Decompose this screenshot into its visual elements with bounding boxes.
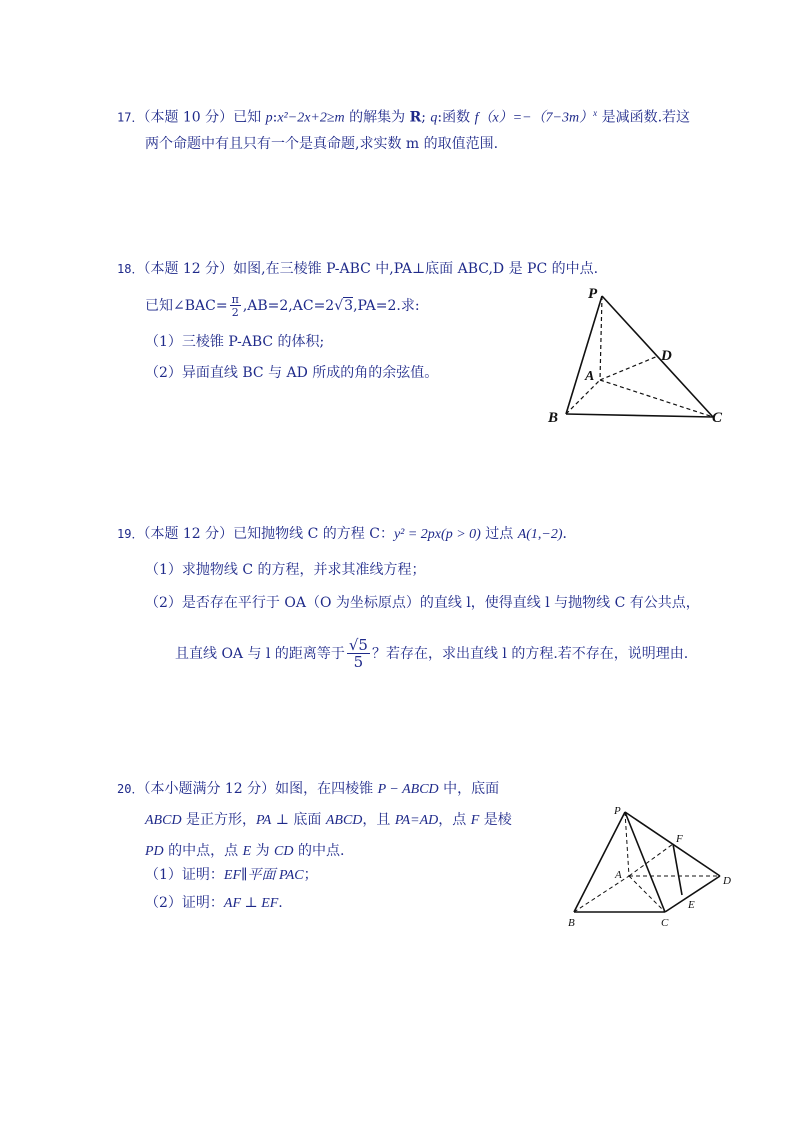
label-a: A (615, 869, 622, 881)
q18-number: 18． (117, 262, 144, 276)
label-c: C (661, 917, 669, 929)
label-e: E (688, 899, 695, 911)
q19-line1: 19．（本题 12 分）已知抛物线 C 的方程 C：y² = 2px(p > 0) 过点 A(1,−2)． (117, 526, 577, 542)
label-a: A (585, 369, 595, 384)
q20-line1: 20．（本小题满分 12 分）如图，在四棱锥 P − ABCD 中，底面 (117, 781, 500, 797)
sqrt-3: 3 (344, 298, 354, 314)
label-b: B (548, 410, 559, 426)
q20-line3: PD 的中点，点 E 为 CD 的中点. (145, 843, 345, 859)
q20-score: （本小题满分 12 分） (143, 781, 276, 797)
q18-score: （本题 12 分） (143, 261, 234, 277)
pi-over-2-fraction: $\frac{\pi}{2}$ (231, 293, 239, 319)
q18-subquestion-2: （2）异面直线 BC 与 AD 所成的角的余弦值。 (145, 365, 439, 381)
q17-function: f（x）=−（7−3m） (474, 110, 594, 126)
q20-line2: ABCD 是正方形，PA ⊥ 底面 ABCD，且 PA=AD，点 F 是棱 (145, 812, 512, 828)
label-d: D (723, 875, 731, 887)
q18-line2: 已知∠BAC= $\frac{\pi}{2}$ ,AB=2,AC=2√3,PA=2.求: (145, 293, 420, 319)
parabola-equation: y² = 2px(p > 0) (393, 527, 481, 542)
q20-subquestion-1: （1）证明：EF∥平面 PAC； (145, 867, 318, 883)
q18-subquestion-1: （1）三棱锥 P-ABC 的体积; (145, 334, 325, 350)
q20-number: 20． (117, 782, 144, 796)
q17-number: 17． (117, 110, 144, 125)
q17-line1: 17．（本题 10 分）已知 p:x²−2x+2≥m 的解集为 R; q:函数 $f(x)=-(7-3m)^x$ 是减函数.若这 (117, 108, 691, 126)
label-c: C (712, 410, 723, 426)
sqrt5-over-5-fraction: $\frac{√5}{5}$ (348, 636, 368, 671)
tetrahedron-figure (540, 280, 730, 430)
q19-number: 19． (117, 527, 144, 541)
q17-line2: 两个命题中有且只有一个是真命题,求实数 m 的取值范围. (145, 136, 499, 152)
point-a: A(1,−2) (517, 527, 563, 542)
label-p: P (614, 805, 621, 817)
q17-inequality: x²−2x+2≥m (277, 110, 345, 126)
label-f: F (676, 833, 683, 845)
q19-score: （本题 12 分） (143, 526, 234, 542)
label-d: D (661, 348, 672, 364)
label-p: P (588, 286, 598, 302)
q19-subquestion-2-cont: 且直线 OA 与 l 的距离等于 $\frac{√5}{5}$ ？若存在，求出直线 l 的方程.若不存在，说明理由. (175, 636, 689, 671)
q20-subquestion-2: （2）证明：AF ⊥ EF. (145, 895, 283, 911)
label-b: B (568, 917, 575, 929)
q17-score: （本题 10 分） (143, 109, 234, 126)
pyramid-figure (560, 800, 740, 930)
q19-subquestion-1: （1）求抛物线 C 的方程，并求其准线方程； (145, 562, 426, 578)
q18-line1: 18．（本题 12 分）如图,在三棱锥 P-ABC 中,PA⊥底面 ABC,D 是 PC 的中点. (117, 261, 599, 277)
q19-subquestion-2: （2）是否存在平行于 OA（O 为坐标原点）的直线 l，使得直线 l 与抛物线 C 有公共点， (145, 595, 700, 611)
